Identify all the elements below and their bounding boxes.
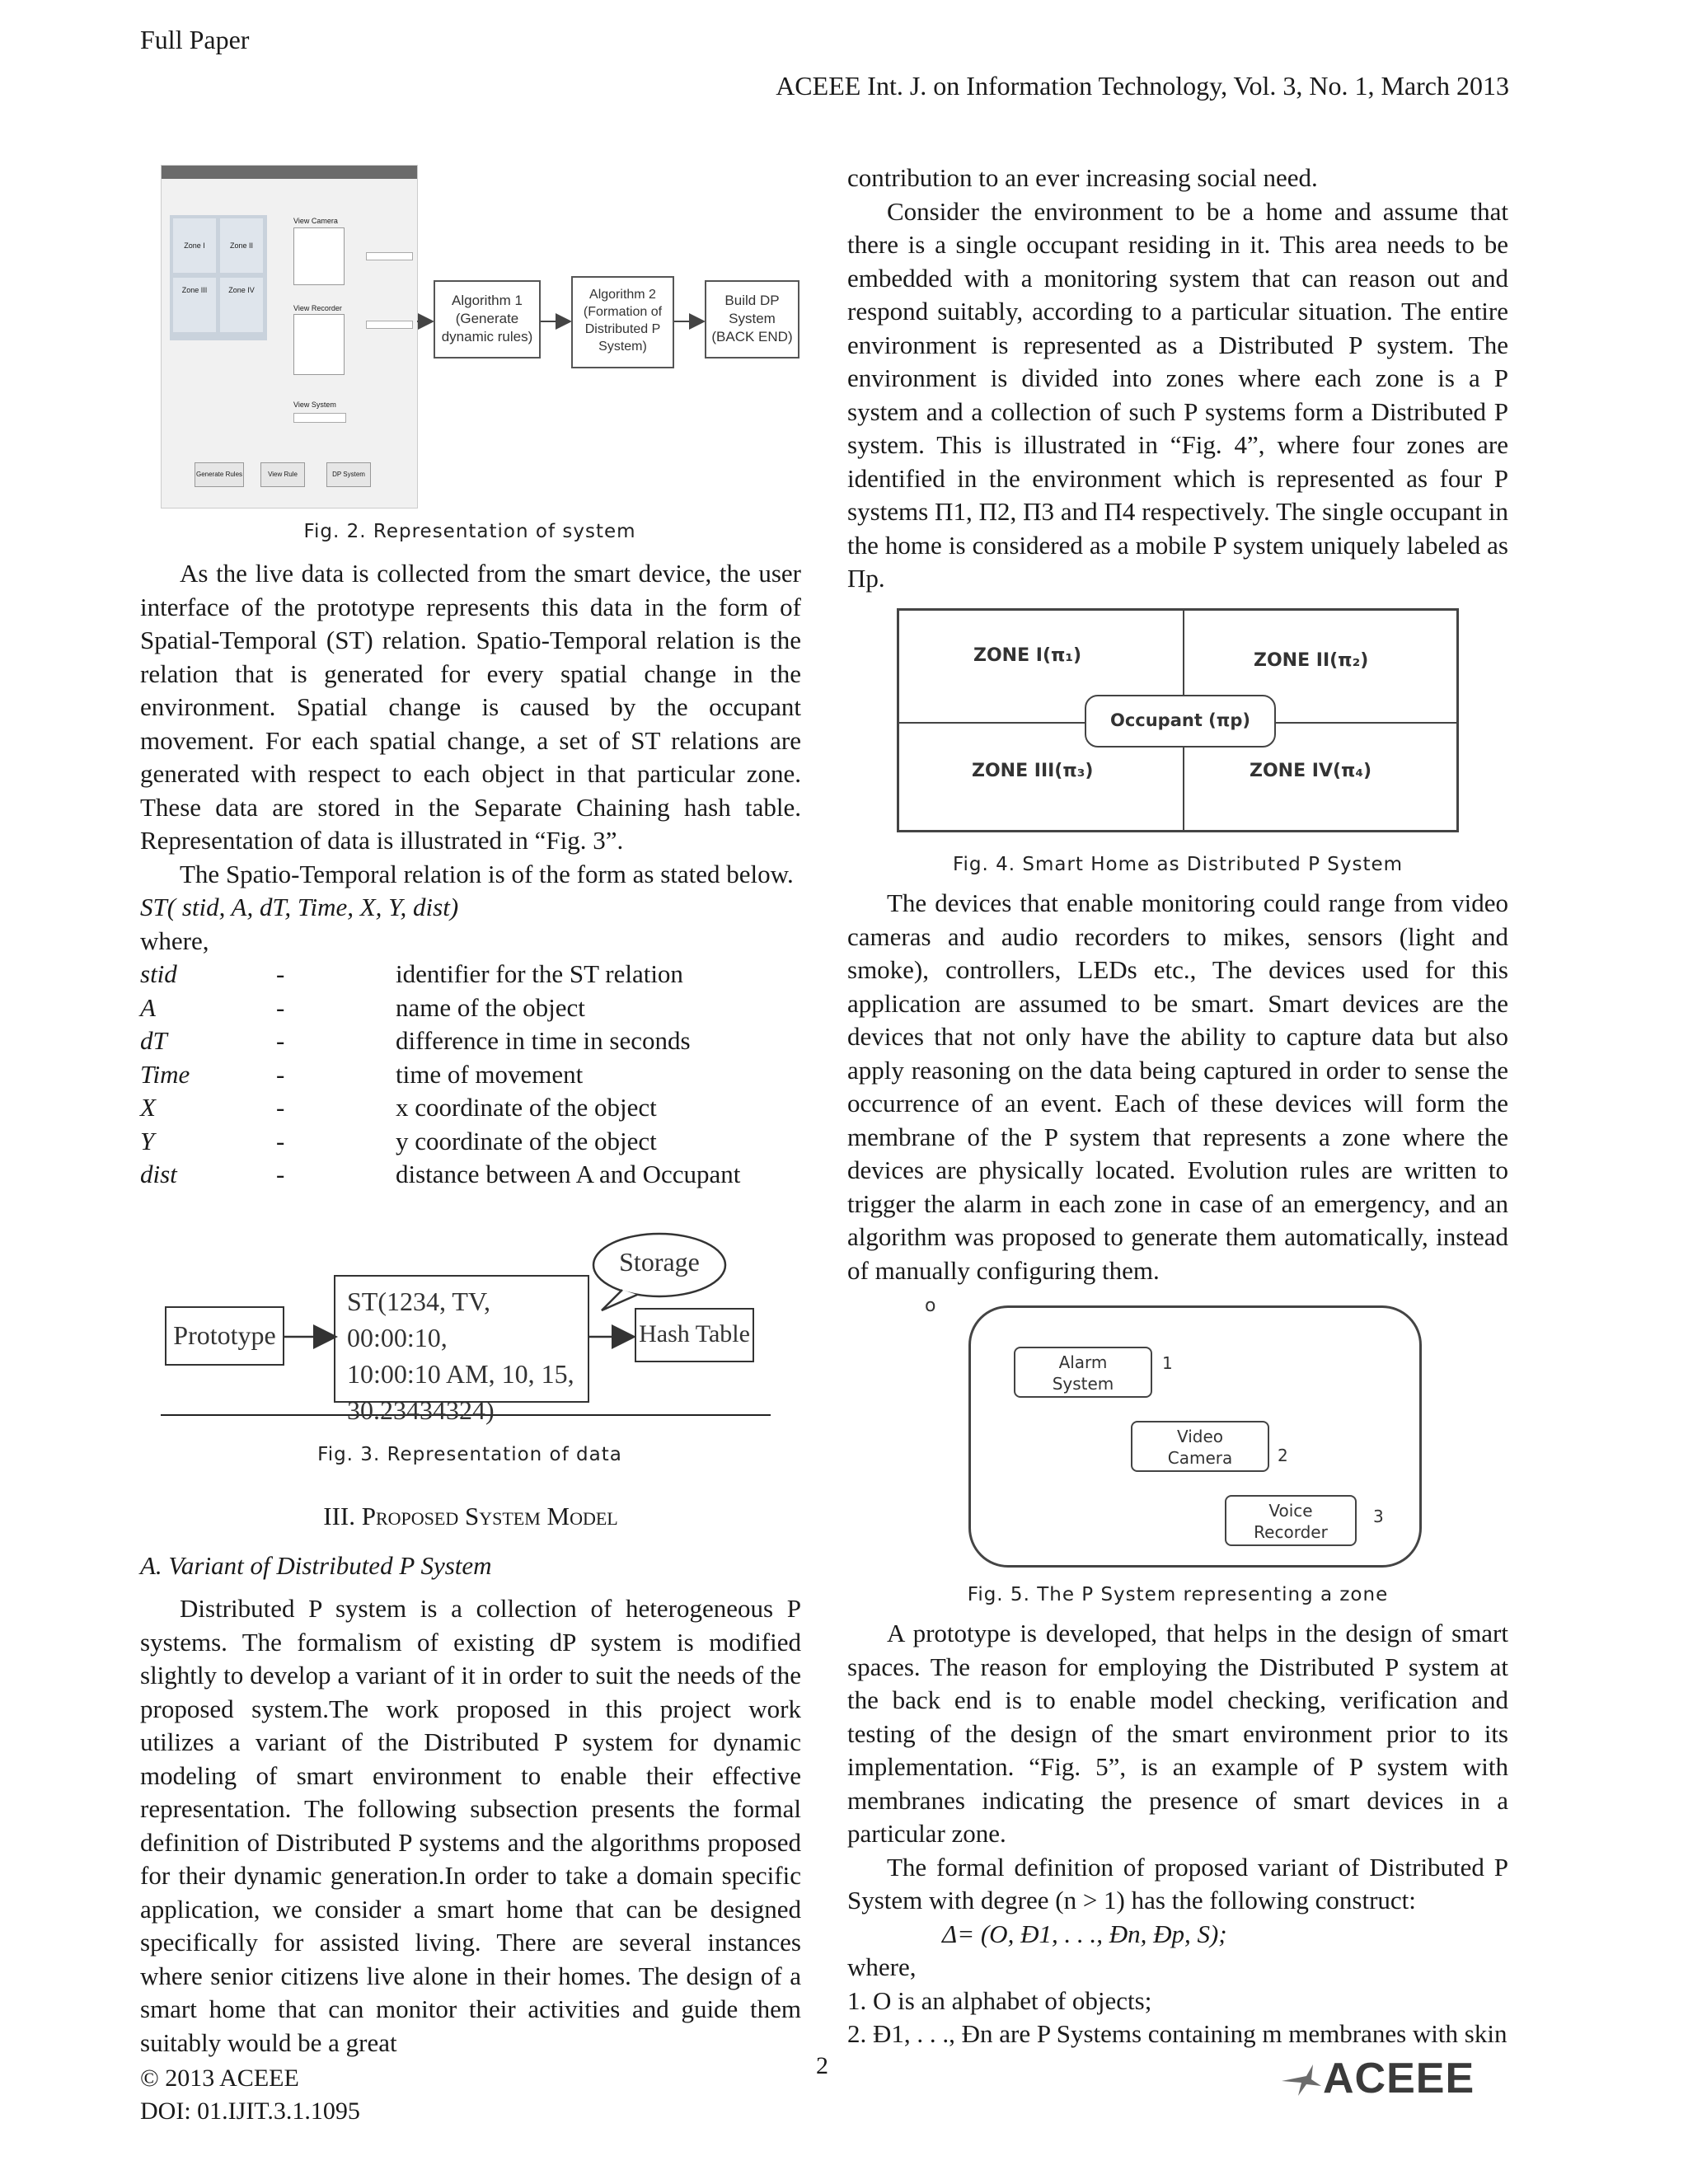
def-text: name of the object [396, 992, 585, 1022]
left-paragraph-3: Distributed P system is a collection of heterogeneous P systems. The formalism of existing dP system is modified slightly to develop a variant of it in order to suit the needs of the proposed system.The work proposed in this project work utilizes a variant of the Distributed P system for dynamic modeling of smart environment to enable their effective representation. The following subsection presents the formal definition of Distributed P systems and the algorithms proposed for their dynamic generation.In order to take a domain specific application, we consider a smart home that can be designed specifically for assisted living. There are several instances where senior citizens live alone in their homes. The design of a smart home that can monitor their activities and guide them suitably would be a great [140, 1594, 801, 2057]
fig3-prototype-box: Prototype [165, 1306, 284, 1366]
definition-row [140, 1158, 801, 1192]
fig2-zone-2: Zone II [220, 218, 263, 273]
construct-formula: Δ= (O, Đ1, . . ., Đn, Đp, S); [942, 1919, 1227, 1948]
def-text: time of movement [396, 1059, 584, 1089]
fig5-alarm-line2: System [1052, 1374, 1114, 1394]
fig5-caption: Fig. 5. The P System representing a zone [967, 1584, 1389, 1605]
definition-row [140, 958, 801, 991]
def-text: y coordinate of the object [396, 1126, 657, 1155]
right-column-top [847, 162, 1508, 596]
fig2-zone-3: Zone III [173, 278, 216, 332]
fig2-build-line3: (BACK END) [711, 329, 793, 344]
def-symbol: dT [140, 1026, 167, 1055]
fig3-caption: Fig. 3. Representation of data [317, 1444, 622, 1465]
figure-2 [157, 165, 808, 511]
def-symbol: dist [140, 1160, 177, 1188]
st-formula: ST( stid, A, dT, Time, X, Y, dist) [140, 893, 459, 921]
fig2-algorithm-2-box [571, 276, 674, 368]
definition-item-2: 2. Đ1, . . ., Đn are P Systems containing m membranes with skin [847, 2019, 1507, 2048]
fig5-label-3: 3 [1373, 1507, 1384, 1526]
fig5-voice-line1: Voice [1268, 1501, 1313, 1521]
running-header-right: ACEEE Int. J. on Information Technology, Vol. 3, No. 1, March 2013 [776, 71, 1509, 101]
fig3-st-line3: 30.23434324) [347, 1395, 495, 1425]
fig2-algo2-line4: System) [598, 340, 647, 354]
fig4-caption: Fig. 4. Smart Home as Distributed P System [952, 854, 1404, 875]
right-where-label: where, [847, 1952, 917, 1981]
fig5-o-label: o [925, 1296, 936, 1316]
fig4-zone-2: ZONE II(π₂) [1254, 650, 1369, 671]
fig4-zone-1: ZONE I(π₁) [973, 645, 1082, 666]
figure-4 [897, 608, 1459, 832]
fig2-algo1-line3: dynamic rules) [441, 329, 533, 344]
aceee-logo-text: ACEEE [1323, 2055, 1475, 2102]
fig2-algorithm-1-box [434, 280, 541, 359]
definition-row [140, 1091, 801, 1125]
right-paragraph-3: A prototype is developed, that helps in the design of smart spaces. The reason for employing the Distributed P system at the back end is to enable model checking, verification and testing of the design of the smart environment prior to its implementation. “Fig. 5”, is an example of P system with membranes indicating the presence of smart devices in a particular zone. [847, 1619, 1508, 1848]
def-dash: - [276, 1126, 285, 1155]
definition-row [140, 1024, 801, 1058]
fig2-view-recorder: View Recorder [293, 304, 342, 312]
fig3-hash-table-box: Hash Table [635, 1308, 754, 1362]
figure-5 [915, 1296, 1434, 1568]
aceee-logo [1273, 2054, 1475, 2103]
definition-row [140, 1125, 801, 1159]
fig2-generate-rules-button: Generate Rules [195, 462, 244, 487]
fig2-build-dp-box [705, 280, 799, 359]
fig4-occupant: Occupant (πp) [1085, 695, 1276, 748]
fig4-zone-4: ZONE IV(π₄) [1250, 761, 1372, 781]
def-text: identifier for the ST relation [396, 959, 683, 988]
fig2-dp-system-button: DP System [326, 462, 371, 487]
fig5-voice-recorder-box [1225, 1495, 1357, 1546]
left-paragraph-1: As the live data is collected from the smart device, the user interface of the prototype represents this data in the form of Spatial-Temporal (ST) relation. Spatio-Temporal relation is the relation that is generated for every spatial change in the environment. Spatial change is caused by the occupant movement. For each spatial change, a set of ST relations are generated with respect to each object in that particular zone. These data are stored in the Separate Chaining hash table. Representation of data is illustrated in “Fig. 3”. [140, 559, 801, 855]
def-dash: - [276, 1093, 285, 1122]
def-symbol: X [140, 1093, 156, 1122]
left-paragraph-2: The Spatio-Temporal relation is of the form as stated below. [180, 859, 794, 888]
def-symbol: stid [140, 959, 177, 988]
fig2-algo1-line2: (Generate [455, 311, 519, 326]
fig2-view-rule-button: View Rule [260, 462, 305, 487]
section-heading-text: III. Proposed System Model [323, 1502, 618, 1530]
figure-3 [161, 1232, 771, 1425]
fig3-st-line1: ST(1234, TV, 00:00:10, [347, 1286, 490, 1352]
right-column-bottom [847, 1617, 1508, 2051]
fig4-zone-3: ZONE III(π₃) [972, 761, 1094, 781]
def-dash: - [276, 992, 285, 1022]
fig3-st-box [334, 1275, 589, 1425]
fig2-view-system: View System [293, 401, 336, 409]
fig2-algo2-line1: Algorithm 2 [589, 288, 656, 302]
fig2-build-line1: Build DP [724, 293, 780, 308]
footer-doi: DOI: 01.IJIT.3.1.1095 [140, 2097, 360, 2125]
subsection-heading: A. Variant of Distributed P System [140, 1551, 492, 1580]
left-column-lower [140, 1592, 801, 2060]
fig5-video-line2: Camera [1167, 1448, 1233, 1468]
fig5-alarm-system-box [1014, 1347, 1152, 1398]
def-text: difference in time in seconds [396, 1026, 691, 1055]
fig5-label-2: 2 [1278, 1446, 1288, 1465]
fig5-video-line1: Video [1176, 1427, 1224, 1446]
def-symbol: Y [140, 1126, 155, 1155]
left-column [140, 557, 801, 1192]
def-symbol: A [140, 992, 156, 1022]
aceee-logo-icon [1273, 2058, 1323, 2099]
def-dash: - [276, 1160, 285, 1188]
right-paragraph-1: Consider the environment to be a home and assume that there is a single occupant residing in it. This area needs to be embedded with a monitoring system that can reason out and respond suitably, according to a particular situation. The entire environment is represented as a Distributed P system. The environment is divided into zones where each zone is a P system and a collection of such P systems form a Distributed P system. This is illustrated in “Fig. 4”, where four zones are identified in the environment which is represented as four P systems Π1, Π2, Π3 and Π4 respectively. The single occupant in the home is considered as a mobile P system uniquely labeled as Πp. [847, 196, 1508, 593]
fig2-zone-4: Zone IV [220, 278, 263, 332]
page-number: 2 [816, 2052, 828, 2079]
running-header-left: Full Paper [140, 25, 250, 54]
fig5-video-camera-box [1131, 1421, 1269, 1472]
definition-item-1: 1. O is an alphabet of objects; [847, 1985, 1152, 2015]
fig3-storage-label: Storage [619, 1247, 700, 1277]
fig2-zone-1: Zone I [173, 218, 216, 273]
where-label: where, [140, 926, 209, 955]
definition-row [140, 991, 801, 1025]
fig2-view-camera: View Camera [293, 217, 338, 225]
right-column-mid [847, 887, 1508, 1287]
fig3-st-line2: 10:00:10 AM, 10, 15, [347, 1359, 574, 1389]
fig5-label-1: 1 [1162, 1353, 1173, 1373]
fig2-algo1-line1: Algorithm 1 [452, 293, 523, 308]
def-text: distance between A and Occupant [396, 1160, 741, 1188]
fig5-voice-line2: Recorder [1254, 1522, 1328, 1542]
def-text: x coordinate of the object [396, 1093, 657, 1122]
definition-row [140, 1058, 801, 1092]
def-dash: - [276, 959, 285, 988]
footer-copyright: © 2013 ACEEE [140, 2064, 299, 2092]
fig2-algo2-line2: (Formation of [583, 305, 663, 319]
right-paragraph-2: The devices that enable monitoring could range from video cameras and audio recorders to mikes, sensors (light and smoke), controllers, LEDs etc., The devices used for this application are assumed to be smart. Smart devices are the devices that not only have the ability to capture data but also apply reasoning on the data being captured in order to sense the occurrence of an event. Each of these devices will form the membrane of the P system that represents a zone where the devices are physically located. Evolution rules are written to trigger the alarm in each zone in case of an emergency, and an algorithm was proposed to generate them automatically, instead of manually configuring them. [847, 888, 1508, 1285]
fig2-caption: Fig. 2. Representation of system [303, 521, 636, 542]
fig2-algo2-line3: Distributed P [584, 322, 661, 336]
fig2-build-line2: System [729, 311, 776, 326]
section-heading [140, 1502, 801, 1531]
def-dash: - [276, 1059, 285, 1089]
fig5-alarm-line1: Alarm [1058, 1352, 1108, 1372]
right-paragraph-0: contribution to an ever increasing social need. [847, 163, 1318, 192]
right-paragraph-4: The formal definition of proposed variant of Distributed P System with degree (n > 1) has the following construct: [847, 1852, 1508, 1915]
def-symbol: Time [140, 1059, 190, 1089]
def-dash: - [276, 1026, 285, 1055]
